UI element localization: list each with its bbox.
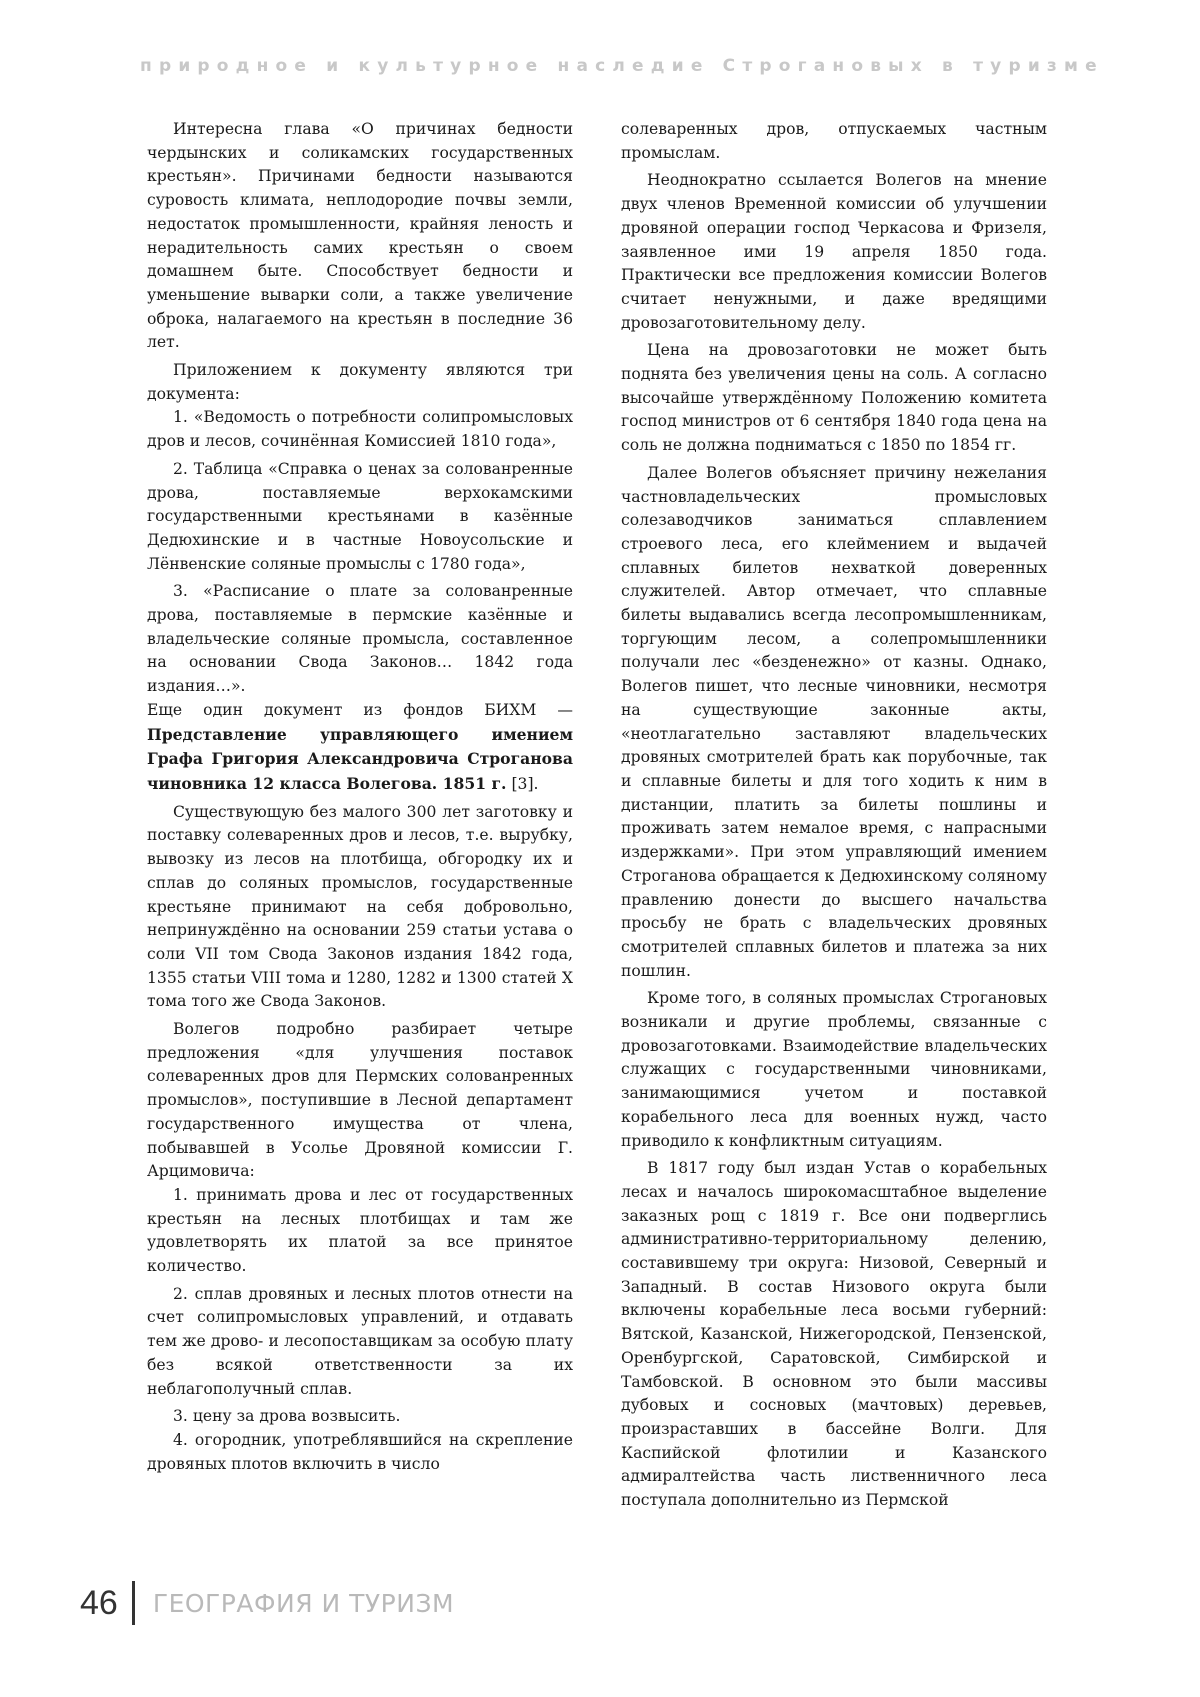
footer-divider: [132, 1581, 135, 1625]
list-item: 3. цену за дрова возвысить.: [173, 1407, 401, 1426]
list-item: 1. «Ведомость о потребности солипромысловых дров и лесов, сочинённая Комиссией 1810 года»,: [147, 408, 573, 451]
paragraph: [147, 699, 573, 797]
running-header: природное и культурное наследие Строгановых в туризме: [140, 56, 1104, 76]
document-title-bold: Представление управляющего имением Графа Григория Александровича Строганова чиновника 12 класса Волегова. 1851 г.: [147, 724, 573, 793]
paragraph: В 1817 году был издан Устав о корабельных лесах и началось широкомасштабное выделение заказных рощ с 1819 г. Все они подверглись административно-территориальному делению, составившему три округа: Низовой, Северный и Западный. В состав Низового округа были включены корабельные леса восьми губерний: Вятской, Казанской, Нижегородской, Пензенской, Оренбургской, Саратовской, Симбирской и Тамбовской. В основном это были массивы дубовых и сосновых (мачтовых) деревьев, произраставших в бассейне Волги. Для Каспийской флотилии и Казанского адмиралтейства часть лиственничного леса поступала дополнительно из Пермской: [621, 1159, 1047, 1510]
paragraph: Далее Волегов объясняет причину нежелания частновладельческих промысловых солезаводчиков заниматься сплавлением строевого леса, его клеймением и выдачей сплавных билетов нехваткой доверенных служителей. Автор отмечает, что сплавные билеты выдавались всегда лесопромышленникам, торгующим лесом, а солепромышленники получали лес «безденежно» от казны. Однако, Волегов пишет, что лесные чиновники, несмотря на существующие законные акты, «неотлагательно заставляют владельческих дровяных смотрителей брать как порубочные, так и сплавные билеты и для того ходить к ним в дистанции, платить за билеты пошлины и проживать затем немалое время, с напрасными издержками». При этом управляющий имением Строганова обращается к Дедюхинскому соляному правлению донести до высшего начальства просьбу не брать с владельческих дровяных смотрителей сплавных билетов и платежа за них пошлин.: [621, 463, 1047, 980]
paragraph: Волегов подробно разбирает четыре предложения «для улучшения поставок солеваренных дров для Пермских солованренных промыслов», поступившие в Лесной департамент государственного имущества от члена, побывавшей в Усолье Дровяной комиссии Г. Арцимовича:: [147, 1020, 573, 1181]
left-column: [147, 118, 573, 1476]
page-footer: [80, 1578, 454, 1628]
right-column: [621, 118, 1047, 1513]
paragraph: Кроме того, в соляных промыслах Строгановых возникали и другие проблемы, связанные с дровозаготовками. Взаимодействие владельческих служащих с государственными чиновниками, занимающимися учетом и поставкой корабельного леса для военных нужд, часто приводило к конфликтным ситуациям.: [621, 989, 1047, 1150]
list-item: 4. огородник, употреблявшийся на скрепление дровяных плотов включить в число: [147, 1430, 573, 1473]
paragraph: Существующую без малого 300 лет заготовку и поставку солеваренных дров и лесов, т.е. вырубку, вывозку из лесов на плотбища, обгородку их и сплав до соляных промыслов, государственные крестьяне принимают на себя добровольно, непринуждённо на основании 259 статьи устава о соли VII том Свода Законов издания 1842 года, 1355 статьи VIII тома и 1280, 1282 и 1300 статей X тома того же Свода Законов.: [147, 802, 573, 1011]
paragraph: Неоднократно ссылается Волегов на мнение двух членов Временной комиссии об улучшении дровяной операции господ Черкасова и Фризеля, заявленное ими 19 апреля 1850 года. Практически все предложения комиссии Волегов считает ненужными, и даже вредящими дровозаготовительному делу.: [621, 171, 1047, 332]
list-item: 1. принимать дрова и лес от государственных крестьян на лесных плотбищах и там же удовлетворять их платой за все принятое количество.: [147, 1185, 573, 1276]
paragraph: Интересна глава «О причинах бедности чердынских и соликамских государственных крестьян». Причинами бедности называются суровость климата, неплодородие почвы земли, недостаток промышленности, крайняя леность и нерадительность самих крестьян о своем домашнем быте. Способствует бедности и уменьшение выварки соли, а также увеличение оброка, налагаемого на крестьян в последние 36 лет.: [147, 120, 573, 352]
list-item: 2. сплав дровяных и лесных плотов отнести на счет солипромысловых управлений, и отдавать тем же дрово- и лесопоставщикам за особую плату без всякой ответственности за их неблагополучный сплав.: [147, 1284, 573, 1398]
paragraph-lead: Еще один документ из фондов БИХМ —: [147, 700, 573, 719]
page-number: 46: [80, 1584, 118, 1622]
paragraph: солеваренных дров, отпускаемых частным промыслам.: [621, 120, 1047, 162]
paragraph: Цена на дровозаготовки не может быть поднята без увеличения цены на соль. А согласно высочайше утверждённому Положению комитета господ министров от 6 сентября 1840 года цена на соль не должна подниматься с 1850 по 1854 гг.: [621, 341, 1047, 455]
paragraph: Приложением к документу являются три документа:: [147, 361, 573, 403]
reference-citation: [3].: [506, 774, 539, 793]
journal-title: ГЕОГРАФИЯ И ТУРИЗМ: [152, 1588, 455, 1618]
list-item: 2. Таблица «Справка о ценах за солованренные дрова, поставляемые верхокамскими государственными крестьянами в казённые Дедюхинские и в частные Новоусольские и Лёнвенские соляные промыслы с 1780 года»,: [147, 459, 573, 573]
list-item: 3. «Расписание о плате за солованренные дрова, поставляемые в пермские казённые и владельческие соляные промысла, составленное на основании Свода Законов… 1842 года издания…».: [147, 582, 573, 696]
